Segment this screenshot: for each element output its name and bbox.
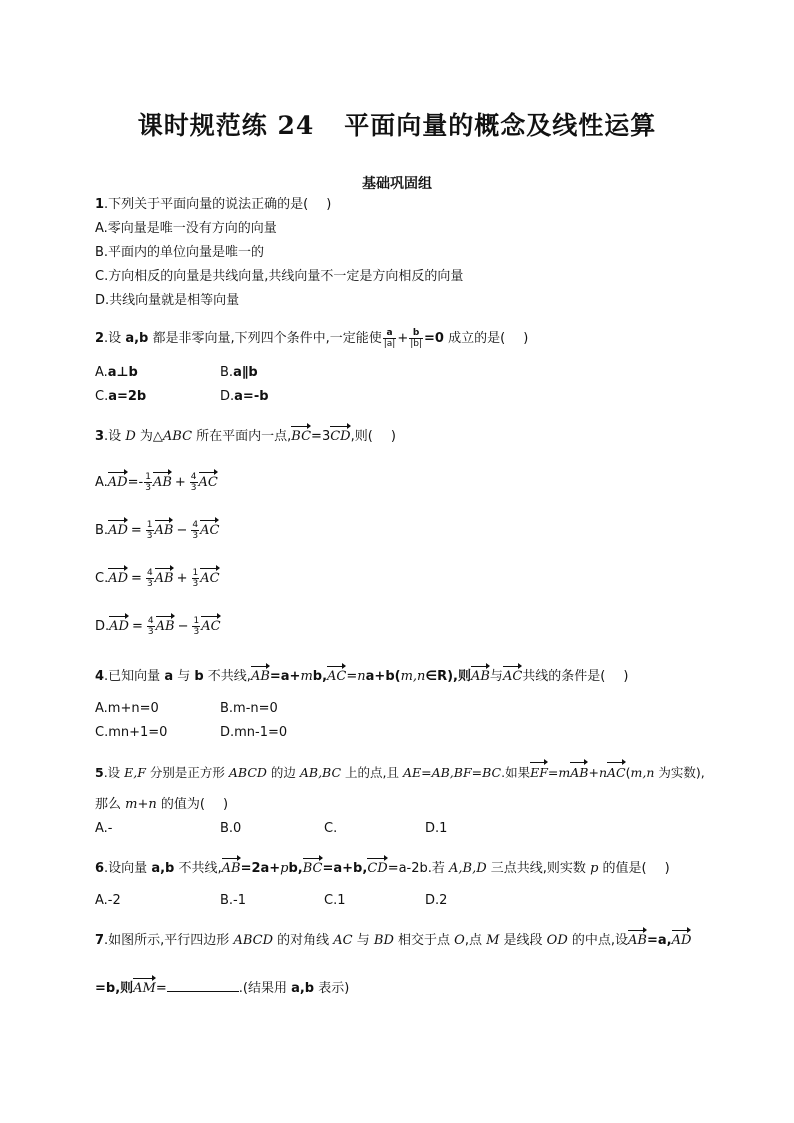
question-3-option-d: D.AD = $\frac{4}{3}$ AB − $\frac{1}{3}$ AC [95, 616, 221, 637]
question-5-option-c: C. [324, 821, 338, 836]
page-title [0, 106, 794, 142]
question-1-option-c: C.方向相反的向量是共线向量,共线向量不一定是方向相反的向量 [95, 269, 464, 284]
title-sub: 平面向量的概念及线性运算 [344, 111, 657, 140]
question-6-option-d: D.2 [425, 893, 448, 908]
question-1-option-a: A.零向量是唯一没有方向的向量 [95, 221, 277, 236]
question-2-option-c: C.a=2b [95, 389, 147, 404]
question-6-option-a: A.-2 [95, 893, 121, 908]
question-2-stem: 2.设 a,b 都是非零向量,下列四个条件中,一定能使 $\frac{a}{|a|}$ + $\frac{b}{|b|}$ =0 成立的是( ) [95, 328, 529, 349]
title-main: 课时规范练 24 [137, 111, 315, 140]
question-4-stem: 4.已知向量 a 与 b 不共线,AB=a+mb,AC=na+b(m,n∈R),则AB与AC共线的条件是( ) [95, 664, 628, 686]
fraction: $\frac{a}{|a|}$ [383, 328, 396, 349]
question-3-stem: 3.设 D 为△ABC 所在平面内一点,BC=3CD,则( ) [95, 424, 396, 446]
question-1-option-d: D.共线向量就是相等向量 [95, 293, 240, 308]
question-4-option-a: A.m+n=0 [95, 701, 159, 716]
section-heading: 基础巩固组 [362, 176, 432, 192]
question-1-stem: 1.下列关于平面向量的说法正确的是( ) [95, 197, 332, 212]
question-4-option-d: D.mn-1=0 [220, 725, 288, 740]
question-5-option-a: A.- [95, 821, 113, 836]
question-2-option-d: D.a=-b [220, 389, 269, 404]
question-7-stem-line2: =b,则AM= .(结果用 a,b 表示) [95, 976, 349, 998]
question-2-option-b: B.a∥b [220, 365, 258, 380]
question-3-option-c: C.AD = $\frac{4}{3}$ AB + $\frac{1}{3}$ AC [95, 568, 220, 589]
question-2-option-a: A.a⊥b [95, 365, 138, 380]
question-4-option-c: C.mn+1=0 [95, 725, 168, 740]
question-5-stem-line2: 那么 m+n 的值为( ) [95, 797, 229, 812]
answer-blank[interactable] [167, 979, 239, 992]
question-4-option-b: B.m-n=0 [220, 701, 278, 716]
question-3-option-a: A.AD=- $\frac{1}{3}$ AB + $\frac{4}{3}$ AC [95, 472, 218, 493]
question-1-option-b: B.平面内的单位向量是唯一的 [95, 245, 265, 260]
question-6-stem: 6.设向量 a,b 不共线,AB=2a+pb,BC=a+b,CD=a-2b.若 A,B,D 三点共线,则实数 p 的值是( ) [95, 856, 670, 878]
question-3-option-b: B.AD = $\frac{1}{3}$ AB − $\frac{4}{3}$ AC [95, 520, 220, 541]
fraction: $\frac{b}{|b|}$ [410, 328, 423, 349]
question-6-option-b: B.-1 [220, 893, 247, 908]
question-5-option-d: D.1 [425, 821, 448, 836]
question-6-option-c: C.1 [324, 893, 346, 908]
question-5-option-b: B.0 [220, 821, 242, 836]
question-7-stem: 7.如图所示,平行四边形 ABCD 的对角线 AC 与 BD 相交于点 O,点 M 是线段 OD 的中点,设AB=a,AD [95, 928, 691, 950]
question-5-stem: 5.设 E,F 分别是正方形 ABCD 的边 AB,BC 上的点,且 AE=AB,BF=BC.如果EF=mAB+nAC(m,n 为实数), [95, 760, 705, 782]
